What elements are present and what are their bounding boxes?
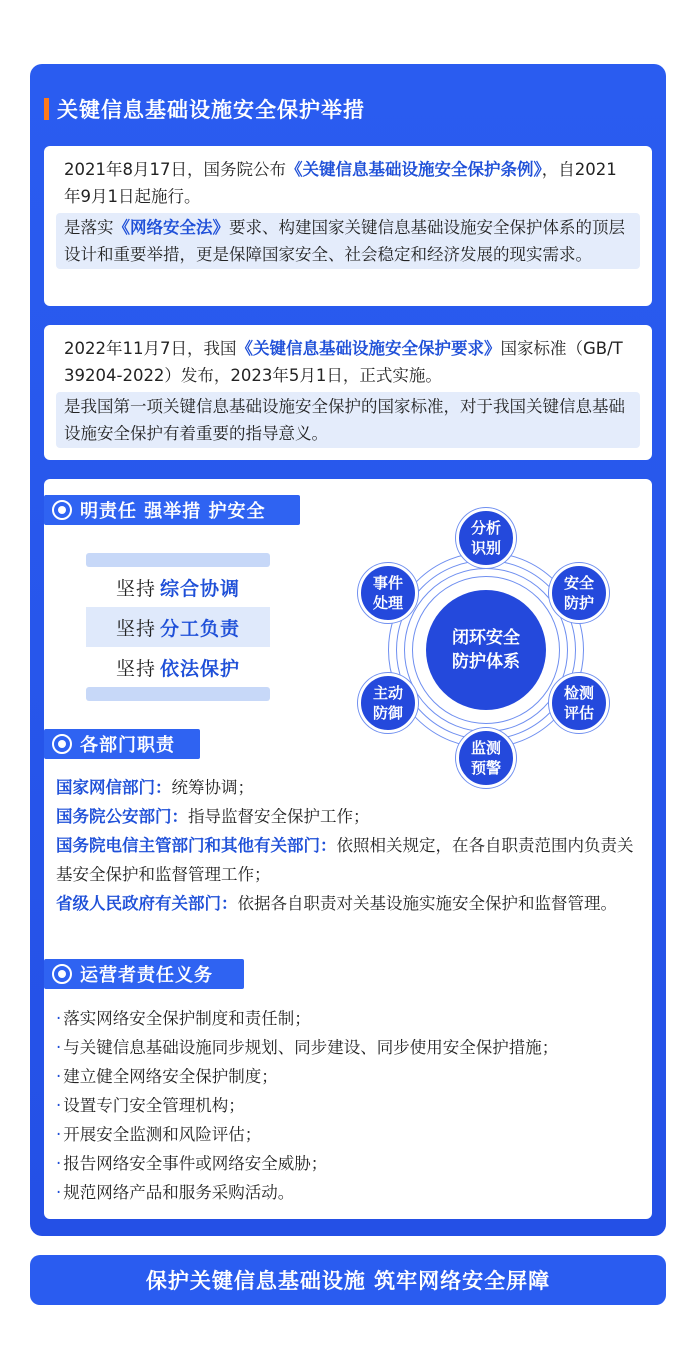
principles-list — [86, 553, 270, 701]
duty-item — [56, 831, 646, 889]
principle-prefix: 坚持 — [115, 617, 156, 640]
bullet-dot: · — [56, 1009, 62, 1028]
bullet-dot: · — [56, 1038, 62, 1057]
standard-suffix: 国家标准（GB/T 39204-2022）发布，2023年5月1日，正式实施。 — [64, 339, 623, 385]
bullet-dot: · — [56, 1183, 62, 1202]
list-item-text: 落实网络安全保护制度和责任制； — [63, 1009, 311, 1028]
footer-slogan-text: 保护关键信息基础设施 筑牢网络安全屏障 — [145, 1269, 551, 1293]
section-tag-operators — [44, 959, 244, 989]
standard-text — [56, 335, 640, 389]
list-item — [56, 1091, 646, 1120]
diagram-node-label: 事件处理 — [372, 574, 403, 612]
duty-dept: 国家网信部门： — [56, 778, 172, 797]
regulation-text — [56, 156, 640, 210]
footer-slogan — [30, 1255, 666, 1305]
duty-item — [56, 889, 646, 918]
standard-card — [44, 325, 652, 460]
regulation-suffix: ，自2021年9月1日起施行。 — [64, 160, 617, 206]
diagram-center-label: 闭环安全防护体系 — [452, 628, 520, 672]
list-item — [56, 1062, 646, 1091]
bullet-dot: · — [56, 1067, 62, 1086]
regulation-note-suffix: 要求、构建国家关键信息基础设施安全保护体系的顶层设计和重要举措，更是保障国家安全、社会稳定和经济发展的现实需求。 — [64, 218, 625, 264]
duty-dept: 省级人民政府有关部门： — [56, 894, 238, 913]
diagram-center — [426, 590, 546, 710]
regulation-note — [56, 213, 640, 269]
list-item-text: 建立健全网络安全保护制度； — [63, 1067, 278, 1086]
standard-title: 《关键信息基础设施安全保护要求》 — [236, 339, 501, 358]
principle-prefix: 坚持 — [115, 657, 156, 680]
department-duties — [56, 773, 646, 918]
principle-item — [86, 567, 270, 607]
diagram-node-label: 主动防御 — [372, 684, 403, 722]
diagram-node — [549, 673, 609, 733]
duty-desc: 统筹协调； — [171, 778, 254, 797]
principles-bottom-cap — [86, 687, 270, 701]
diagram-node-label: 检测评估 — [563, 684, 594, 722]
principle-item — [86, 647, 270, 687]
duty-item — [56, 773, 646, 802]
duty-desc: 依据各自职责对关基设施实施安全保护和监督管理。 — [237, 894, 617, 913]
bullet-dot: · — [56, 1154, 62, 1173]
list-item — [56, 1178, 646, 1207]
principle-item — [86, 607, 270, 647]
shield-icon — [52, 964, 72, 984]
list-item — [56, 1120, 646, 1149]
section-title-responsibility: 明责任 强举措 护安全 — [80, 501, 266, 522]
standard-prefix: 2022年11月7日，我国 — [64, 339, 237, 358]
diagram-node-label: 监测预警 — [470, 739, 501, 777]
principle-keyword: 依法保护 — [160, 657, 241, 680]
standard-note: 是我国第一项关键信息基础设施安全保护的国家标准，对于我国关键信息基础设施安全保护有着重要的指导意义。 — [56, 392, 640, 448]
section-title-operators: 运营者责任义务 — [80, 965, 213, 986]
list-item-text: 设置专门安全管理机构； — [63, 1096, 245, 1115]
diagram-node — [358, 673, 418, 733]
list-item-text: 与关键信息基础设施同步规划、同步建设、同步使用安全保护措施； — [63, 1038, 559, 1057]
list-item-text: 规范网络产品和服务采购活动。 — [63, 1183, 295, 1202]
principle-prefix: 坚持 — [115, 577, 156, 600]
duty-desc: 指导监督安全保护工作； — [188, 807, 370, 826]
regulation-title: 《关键信息基础设施安全保护条例》 — [286, 160, 542, 179]
shield-icon — [52, 500, 72, 520]
duty-dept: 国务院公安部门： — [56, 807, 188, 826]
operator-duties — [56, 1004, 646, 1207]
duty-item — [56, 802, 646, 831]
regulation-card — [44, 146, 652, 306]
duty-desc: 依照相关规定，在各自职责范围内负责关基安全保护和监督管理工作； — [56, 836, 634, 884]
diagram-node — [456, 508, 516, 568]
title-accent-bar — [44, 98, 49, 120]
diagram-node-label: 分析识别 — [470, 519, 501, 557]
list-item — [56, 1004, 646, 1033]
section-tag-responsibility — [44, 495, 300, 525]
list-item-text: 报告网络安全事件或网络安全威胁； — [63, 1154, 328, 1173]
bullet-dot: · — [56, 1125, 62, 1144]
list-item — [56, 1033, 646, 1062]
section-tag-departments — [44, 729, 200, 759]
regulation-note-prefix: 是落实 — [64, 218, 114, 237]
list-item — [56, 1149, 646, 1178]
regulation-note-law: 《网络安全法》 — [113, 218, 229, 237]
diagram-node — [358, 563, 418, 623]
bullet-dot: · — [56, 1096, 62, 1115]
section-title-departments: 各部门职责 — [80, 735, 175, 756]
page-title-text: 关键信息基础设施安全保护举措 — [57, 98, 365, 122]
diagram-node — [549, 563, 609, 623]
principle-keyword: 综合协调 — [160, 577, 241, 600]
shield-icon — [52, 734, 72, 754]
duty-dept: 国务院电信主管部门和其他有关部门： — [56, 836, 337, 855]
page-title — [44, 96, 365, 122]
list-item-text: 开展安全监测和风险评估； — [63, 1125, 262, 1144]
diagram-node-label: 安全防护 — [563, 574, 594, 612]
principles-top-cap — [86, 553, 270, 567]
principle-keyword: 分工负责 — [160, 617, 241, 640]
regulation-prefix: 2021年8月17日，国务院公布 — [64, 160, 286, 179]
closed-loop-diagram — [354, 508, 620, 788]
